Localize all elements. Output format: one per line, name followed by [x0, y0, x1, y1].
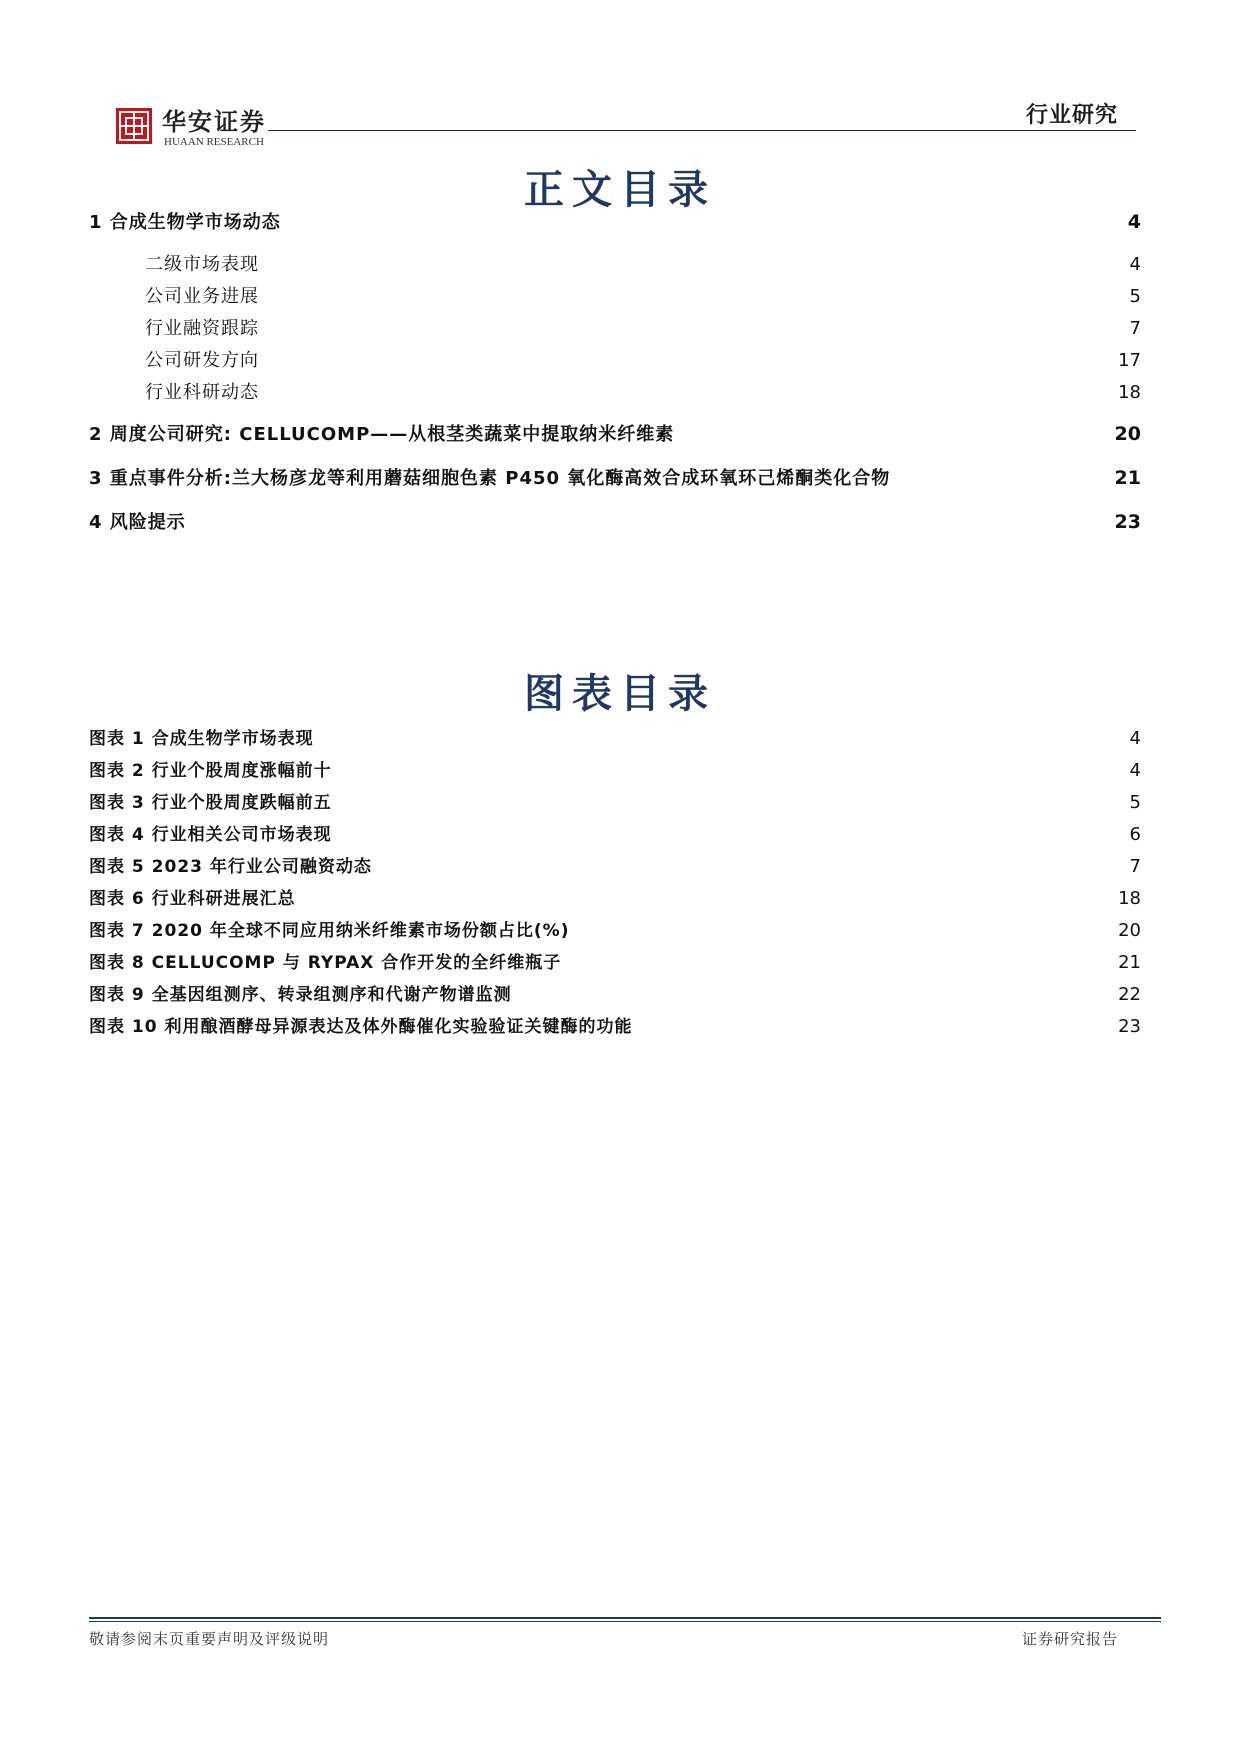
figure-entry-text: 图表 6 行业科研进展汇总: [89, 889, 296, 909]
toc-entry-page: 21: [1114, 467, 1141, 489]
toc-entry-page: 4: [1127, 211, 1141, 233]
figure-entry-text: 图表 5 2023 年行业公司融资动态: [89, 857, 372, 877]
toc-entry[interactable]: [89, 250, 1141, 276]
figure-entry[interactable]: [89, 1012, 1141, 1037]
footer-disclaimer: 敬请参阅末页重要声明及评级说明: [89, 1630, 330, 1648]
figure-entry[interactable]: [89, 820, 1141, 845]
page-header: [0, 0, 1240, 150]
figure-entry-text: 图表 4 行业相关公司市场表现: [89, 825, 332, 845]
toc-entry-text: 3 重点事件分析:兰大杨彦龙等利用蘑菇细胞色素 P450 氧化酶高效合成环氧环己烯酮类化合物: [89, 468, 891, 489]
toc-entry-text: 公司业务进展: [145, 286, 259, 307]
footer-doc-type: 证券研究报告: [1021, 1630, 1118, 1648]
figure-entry-page: 7: [1129, 856, 1141, 877]
figure-entry-text: 图表 9 全基因组测序、转录组测序和代谢产物谱监测: [89, 985, 512, 1005]
toc-entry-page: 20: [1114, 423, 1141, 445]
figure-entry-page: 22: [1118, 984, 1141, 1005]
header-divider: [268, 130, 1136, 131]
toc-entry[interactable]: [89, 346, 1141, 372]
toc-entry[interactable]: [89, 508, 1141, 534]
figure-entry-page: 4: [1129, 760, 1141, 781]
figure-entry-text: 图表 1 合成生物学市场表现: [89, 729, 314, 749]
toc-title: 正文目录: [524, 166, 716, 213]
figure-entry-text: 图表 8 CELLUCOMP 与 RYPAX 合作开发的全纤维瓶子: [89, 953, 562, 973]
figure-entry-page: 6: [1129, 824, 1141, 845]
figure-entry-page: 18: [1118, 888, 1141, 909]
toc-entry-page: 18: [1118, 382, 1141, 403]
footer-divider-thin: [89, 1621, 1161, 1622]
figure-entry[interactable]: [89, 948, 1141, 973]
toc-entry-text: 行业融资跟踪: [145, 318, 259, 339]
figure-entry[interactable]: [89, 884, 1141, 909]
figure-entry-page: 21: [1118, 952, 1141, 973]
figure-entry-page: 4: [1129, 728, 1141, 749]
toc-entry[interactable]: [89, 464, 1141, 490]
figure-entry[interactable]: [89, 724, 1141, 749]
toc-entry-page: 7: [1129, 318, 1141, 339]
logo-text-en: HUAAN RESEARCH: [164, 136, 264, 148]
figure-entry-text: 图表 3 行业个股周度跌幅前五: [89, 793, 332, 813]
figure-entry[interactable]: [89, 852, 1141, 877]
figure-entry-text: 图表 2 行业个股周度涨幅前十: [89, 761, 332, 781]
figures-title: 图表目录: [524, 670, 716, 717]
toc-entry-page: 4: [1129, 254, 1141, 275]
logo-text-cn: 华安证券: [162, 107, 266, 136]
report-category: 行业研究: [1025, 103, 1118, 128]
figure-entry-text: 图表 7 2020 年全球不同应用纳米纤维素市场份额占比(%): [89, 921, 570, 941]
toc-entry[interactable]: [89, 208, 1141, 234]
toc-entry-text: 2 周度公司研究: CELLUCOMP——从根茎类蔬菜中提取纳米纤维素: [89, 424, 675, 445]
huaan-logo-icon: [116, 108, 152, 144]
toc-entry[interactable]: [89, 314, 1141, 340]
figure-entry[interactable]: [89, 980, 1141, 1005]
toc-entry-text: 1 合成生物学市场动态: [89, 212, 281, 233]
toc-entry-page: 5: [1129, 286, 1141, 307]
toc-entry-page: 17: [1118, 350, 1141, 371]
toc-entry[interactable]: [89, 378, 1141, 404]
figure-entry[interactable]: [89, 916, 1141, 941]
toc-entry[interactable]: [89, 420, 1141, 446]
figure-entry-page: 23: [1118, 1016, 1141, 1037]
figure-entry-page: 5: [1129, 792, 1141, 813]
toc-entry-page: 23: [1114, 511, 1141, 533]
figure-entry[interactable]: [89, 788, 1141, 813]
footer-divider: [89, 1617, 1161, 1619]
toc-entry-text: 4 风险提示: [89, 512, 186, 533]
toc-entry[interactable]: [89, 282, 1141, 308]
toc-entry-text: 二级市场表现: [145, 254, 259, 275]
figure-entry-text: 图表 10 利用酿酒酵母异源表达及体外酶催化实验验证关键酶的功能: [89, 1017, 633, 1037]
figure-entry-page: 20: [1118, 920, 1141, 941]
figure-entry[interactable]: [89, 756, 1141, 781]
toc-entry-text: 公司研发方向: [145, 350, 259, 371]
toc-entry-text: 行业科研动态: [145, 382, 259, 403]
